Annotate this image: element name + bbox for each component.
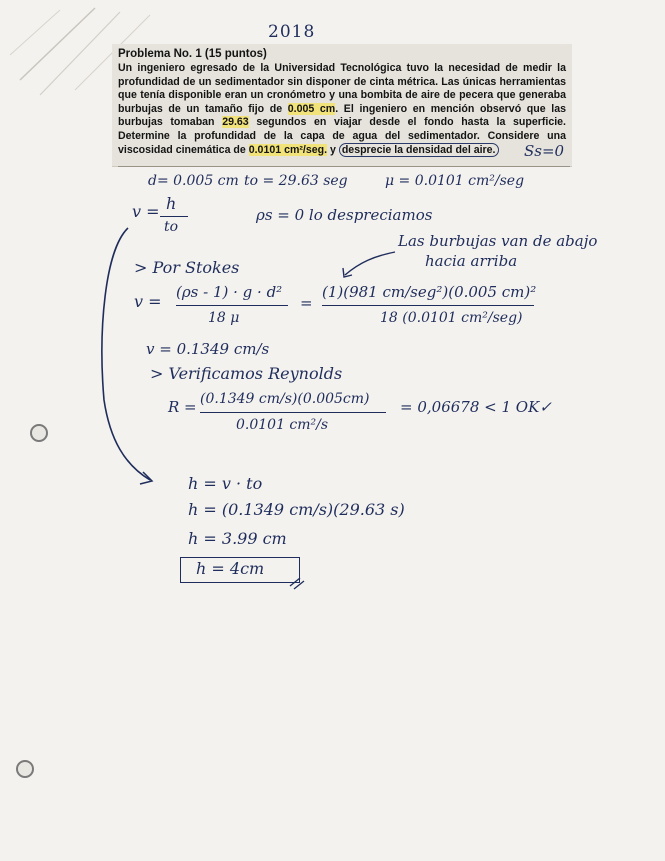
depth-phrase: profundidad de la capa de agua del sedimentador	[194, 129, 477, 142]
reynolds-result: = 0,06678 < 1 OK✓	[400, 398, 552, 416]
year-heading: 2018	[268, 22, 316, 42]
problem-title: Problema No. 1 (15 puntos)	[118, 48, 267, 60]
divider	[118, 166, 570, 167]
v-denominator: to	[164, 219, 179, 235]
bubble-note-line2: hacia arriba	[425, 252, 518, 270]
given-diameter: d= 0.005 cm	[148, 173, 239, 189]
highlight-time: 29.63	[222, 116, 249, 129]
height-substitution: h = (0.1349 cm/s)(29.63 s)	[188, 500, 405, 519]
reynolds-title: > Verificamos Reynolds	[150, 364, 343, 383]
bubble-note-line1: Las burbujas van de abajo	[398, 232, 598, 250]
given-time: to = 29.63 seg	[244, 173, 348, 189]
given-viscosity: μ = 0.0101 cm²/seg	[385, 173, 525, 189]
fraction-line	[200, 412, 386, 413]
problem-text: Un ingeniero egresado de la Universidad Tecnológica tuvo la necesidad de medir la profundidad de un sedimentador sin disponer de cinta métrica. Las únicas herramientas que tenía disponible eran un cronómetro y una bombita de aire de pecera que generaba burbujas de un tamaño fijo de 0.005 cm. El ingeniero en mención observó que las burbujas tomaban 29.63 segundos en viajar desde el fondo hasta la superficie. Determine la profundidad de la capa de agua del sedimentador. Considere una viscosidad cinemática de 0.0101 cm²/seg. y desprecie la densidad del aire.	[118, 62, 567, 156]
reynolds-denominator: 0.0101 cm²/s	[236, 417, 329, 433]
binder-hole	[16, 760, 34, 778]
reynolds-lhs: R =	[168, 398, 197, 416]
stokes-sub-numerator: (1)(981 cm/seg²)(0.005 cm)²	[322, 283, 537, 301]
fraction-line	[176, 305, 288, 306]
stokes-sub-denominator: 18 (0.0101 cm²/seg)	[380, 310, 523, 326]
v-lhs: v =	[132, 202, 160, 221]
neglect-phrase: desprecie la densidad del aire.	[339, 143, 499, 157]
binder-hole	[30, 424, 48, 442]
reynolds-numerator: (0.1349 cm/s)(0.005cm)	[200, 391, 370, 407]
note-ss: Ss=0	[524, 142, 565, 160]
highlight-viscosity: 0.0101 cm²/seg.	[248, 143, 328, 156]
stokes-denominator: 18 μ	[208, 310, 240, 326]
height-formula: h = v · to	[188, 474, 263, 493]
rho-s-note: ρs = 0 lo despreciamos	[256, 206, 433, 224]
stokes-equals: =	[300, 294, 313, 312]
velocity-result: v = 0.1349 cm/s	[146, 340, 270, 358]
stokes-lhs: v =	[134, 292, 162, 311]
highlight-diameter: 0.005 cm	[287, 102, 336, 115]
v-numerator: h	[166, 194, 177, 213]
final-answer: h = 4cm	[196, 559, 265, 578]
stokes-numerator: (ρs - 1) · g · d²	[176, 283, 283, 301]
fraction-line	[322, 305, 534, 306]
fraction-line	[160, 216, 188, 217]
stokes-title: > Por Stokes	[134, 258, 240, 277]
height-value: h = 3.99 cm	[188, 529, 287, 548]
